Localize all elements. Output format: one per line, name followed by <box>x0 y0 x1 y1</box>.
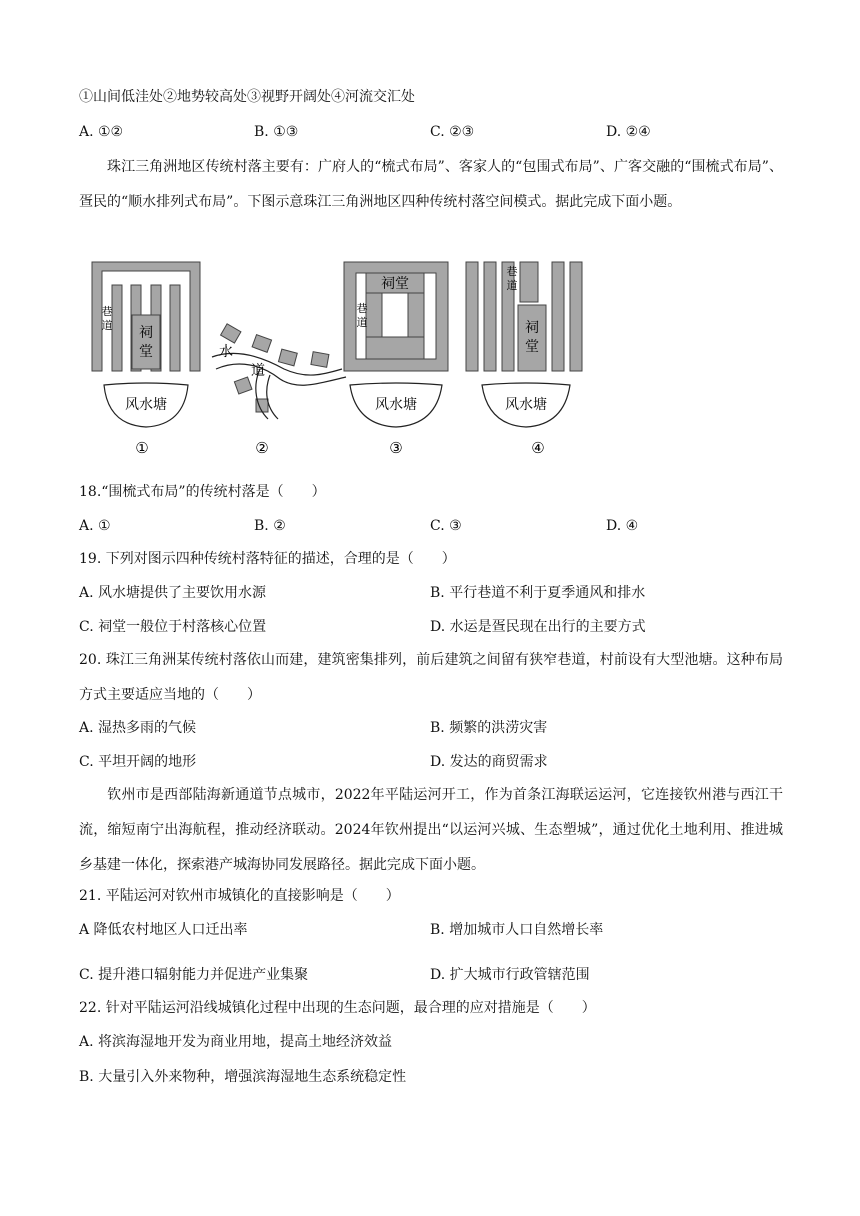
q22-option-b: B. 大量引入外来物种，增强滨海湿地生态系统稳定性 <box>79 1069 407 1085</box>
q21-option-a: A 降低农村地区人口迁出率 <box>79 922 248 938</box>
intro-paragraph-villages: 珠江三角洲地区传统村落主要有：广府人的“梳式布局”、客家人的“包围式布局”、广客交融的“围梳式布局”、疍民的“顺水排列式布局”。下图示意珠江三角洲地区四种传统村落空间模式。据此完成下面小题。 <box>79 159 783 210</box>
hall-label-top: 祠 <box>139 325 153 341</box>
pattern-number-2: ② <box>255 439 269 457</box>
hall-label-enclosed: 祠堂 <box>381 276 409 292</box>
lane-label-enclosed-top: 巷 <box>356 302 368 315</box>
q19-option-a: A. 风水塘提供了主要饮用水源 <box>79 585 267 601</box>
q22-stem: 22. 针对平陆运河沿线城镇化过程中出现的生态问题，最合理的应对措施是（ ） <box>79 1000 596 1016</box>
q18-option-d: D. ④ <box>606 518 639 534</box>
q17-option-d: D. ②④ <box>606 124 651 140</box>
lane-label-enclosed-bottom: 道 <box>356 316 368 329</box>
q20-option-c: C. 平坦开阔的地形 <box>79 754 197 770</box>
village-layout-figure <box>84 257 604 462</box>
lane-label-comb-bottom: 道 <box>506 279 518 292</box>
q19-stem: 19. 下列对图示四种传统村落特征的描述，合理的是（ ） <box>79 551 456 567</box>
q17-option-b: B. ①③ <box>254 124 299 140</box>
hall-label-bottom: 堂 <box>139 344 153 360</box>
q18-option-c: C. ③ <box>430 518 462 534</box>
fengshui-pond-label: 风水塘 <box>125 397 167 413</box>
q19-option-d: D. 水运是疍民现在出行的主要方式 <box>430 619 646 635</box>
q19-option-c: C. 祠堂一般位于村落核心位置 <box>79 619 267 635</box>
intro-paragraph-canal: 钦州市是西部陆海新通道节点城市，2022年平陆运河开工，作为首条江海联运运河，它连接钦州港与西江干流，缩短南宁出海航程，推动经济联动。2024年钦州提出“以运河兴城、生态塑城”，通过优化土地利用、推进城乡基建一体化，探索港产城海协同发展路径。据此完成下面小题。 <box>79 787 783 873</box>
pattern-number-4: ④ <box>531 439 545 457</box>
q20-option-d: D. 发达的商贸需求 <box>430 754 548 770</box>
q20-option-a: A. 湿热多雨的气候 <box>79 720 197 736</box>
q20-option-b: B. 频繁的洪涝灾害 <box>430 720 548 736</box>
q19-option-b: B. 平行巷道不利于夏季通风和排水 <box>430 585 646 601</box>
q17-option-a: A. ①② <box>79 124 124 140</box>
q17-statements: ①山间低洼处②地势较高处③视野开阔处④河流交汇处 <box>79 89 415 105</box>
q18-stem: 18.“围梳式布局”的传统村落是（ ） <box>79 484 326 500</box>
q21-option-c: C. 提升港口辐射能力并促进产业集聚 <box>79 967 309 983</box>
hall-label-comb-top: 祠 <box>525 320 539 336</box>
lane-label-bottom: 道 <box>101 319 113 332</box>
lane-label-top: 巷 <box>101 305 113 318</box>
q18-option-a: A. ① <box>79 518 111 534</box>
q22-option-a: A. 将滨海湿地开发为商业用地，提高土地经济效益 <box>79 1034 393 1050</box>
pattern-4-comb <box>466 262 582 457</box>
pattern-number-3: ③ <box>389 439 403 457</box>
lane-label-comb-top: 巷 <box>506 265 518 278</box>
pattern-2-waterway <box>212 324 346 457</box>
q17-option-c: C. ②③ <box>430 124 475 140</box>
q21-option-b: B. 增加城市人口自然增长率 <box>430 922 604 938</box>
fengshui-pond-label: 风水塘 <box>505 397 547 413</box>
q21-option-d: D. 扩大城市行政管辖范围 <box>430 967 590 983</box>
water-label-2: 道 <box>251 363 265 379</box>
pattern-3-enclosure <box>344 262 448 457</box>
hall-label-comb-bottom: 堂 <box>525 339 539 355</box>
pattern-number-1: ① <box>135 439 149 457</box>
q21-stem: 21. 平陆运河对钦州市城镇化的直接影响是（ ） <box>79 888 400 904</box>
fengshui-pond-label: 风水塘 <box>375 397 417 413</box>
q18-option-b: B. ② <box>254 518 286 534</box>
q20-stem: 20. 珠江三角洲某传统村落依山而建，建筑密集排列，前后建筑之间留有狭窄巷道，村前设有大型池塘。这种布局方式主要适应当地的（ ） <box>79 652 783 703</box>
water-label-1: 水 <box>219 344 233 360</box>
pattern-1-comb <box>92 262 200 457</box>
